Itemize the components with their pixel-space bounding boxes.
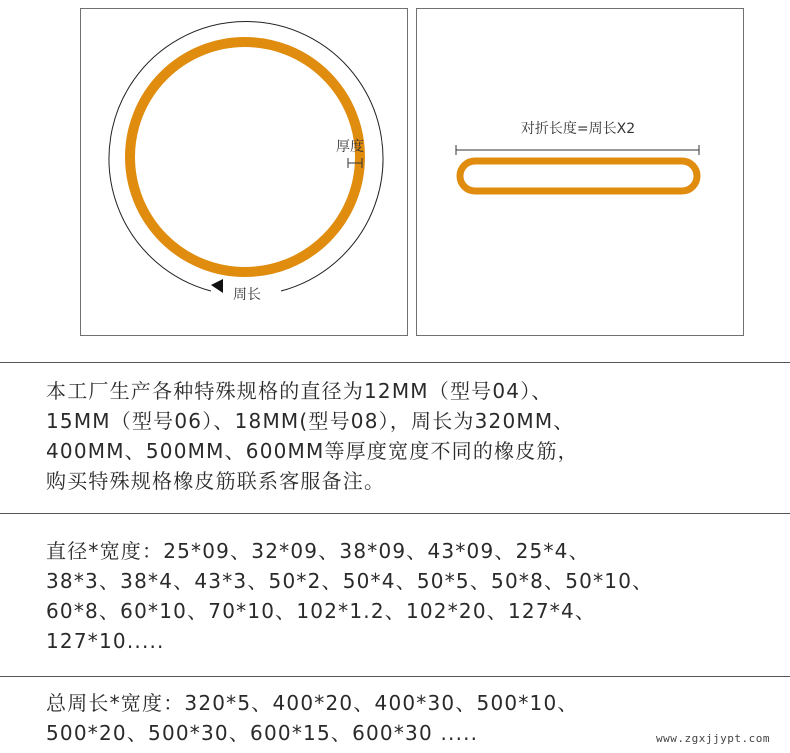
circumference-label: 周长 bbox=[233, 287, 261, 303]
diameter-spec-line: 38*3、38*4、43*3、50*2、50*4、50*5、50*8、50*10、 bbox=[46, 569, 654, 593]
circumference-spec-line: 500*20、500*30、600*15、600*30 ..... bbox=[46, 721, 479, 745]
circumference-spec-paragraph bbox=[46, 688, 579, 748]
divider-3 bbox=[0, 676, 790, 677]
diameter-spec-line: 直径*宽度：25*09、32*09、38*09、43*09、25*4、 bbox=[46, 539, 590, 563]
circumference-arrowhead bbox=[211, 279, 223, 293]
diameter-spec-line: 127*10..... bbox=[46, 629, 165, 653]
intro-line: 400MM、500MM、600MM等厚度宽度不同的橡皮筋， bbox=[46, 439, 579, 463]
folded-band-diagram bbox=[417, 9, 745, 337]
thickness-label: 厚度 bbox=[336, 139, 364, 155]
divider-1 bbox=[0, 362, 790, 363]
watermark-url: www.zgxjjypt.com bbox=[656, 732, 770, 745]
intro-line: 15MM（型号06）、18MM(型号08），周长为320MM、 bbox=[46, 409, 575, 433]
ring-diagram bbox=[81, 9, 409, 337]
diameter-spec-line: 60*8、60*10、70*10、102*1.2、102*20、127*4、 bbox=[46, 599, 597, 623]
ring-diagram-panel bbox=[80, 8, 408, 336]
circumference-spec-line: 总周长*宽度：320*5、400*20、400*30、500*10、 bbox=[46, 691, 579, 715]
intro-line: 购买特殊规格橡皮筋联系客服备注。 bbox=[46, 469, 386, 493]
diameter-spec-paragraph bbox=[46, 536, 653, 656]
intro-paragraph bbox=[46, 376, 579, 496]
circumference-guide-arc bbox=[109, 22, 383, 291]
intro-line: 本工厂生产各种特殊规格的直径为12MM（型号04）、 bbox=[46, 379, 553, 403]
folded-band-diagram-panel bbox=[416, 8, 744, 336]
fold-length-label: 对折长度=周长X2 bbox=[520, 121, 636, 137]
folded-rubber-band bbox=[460, 161, 697, 191]
divider-2 bbox=[0, 513, 790, 514]
rubber-band-ring bbox=[130, 42, 360, 272]
